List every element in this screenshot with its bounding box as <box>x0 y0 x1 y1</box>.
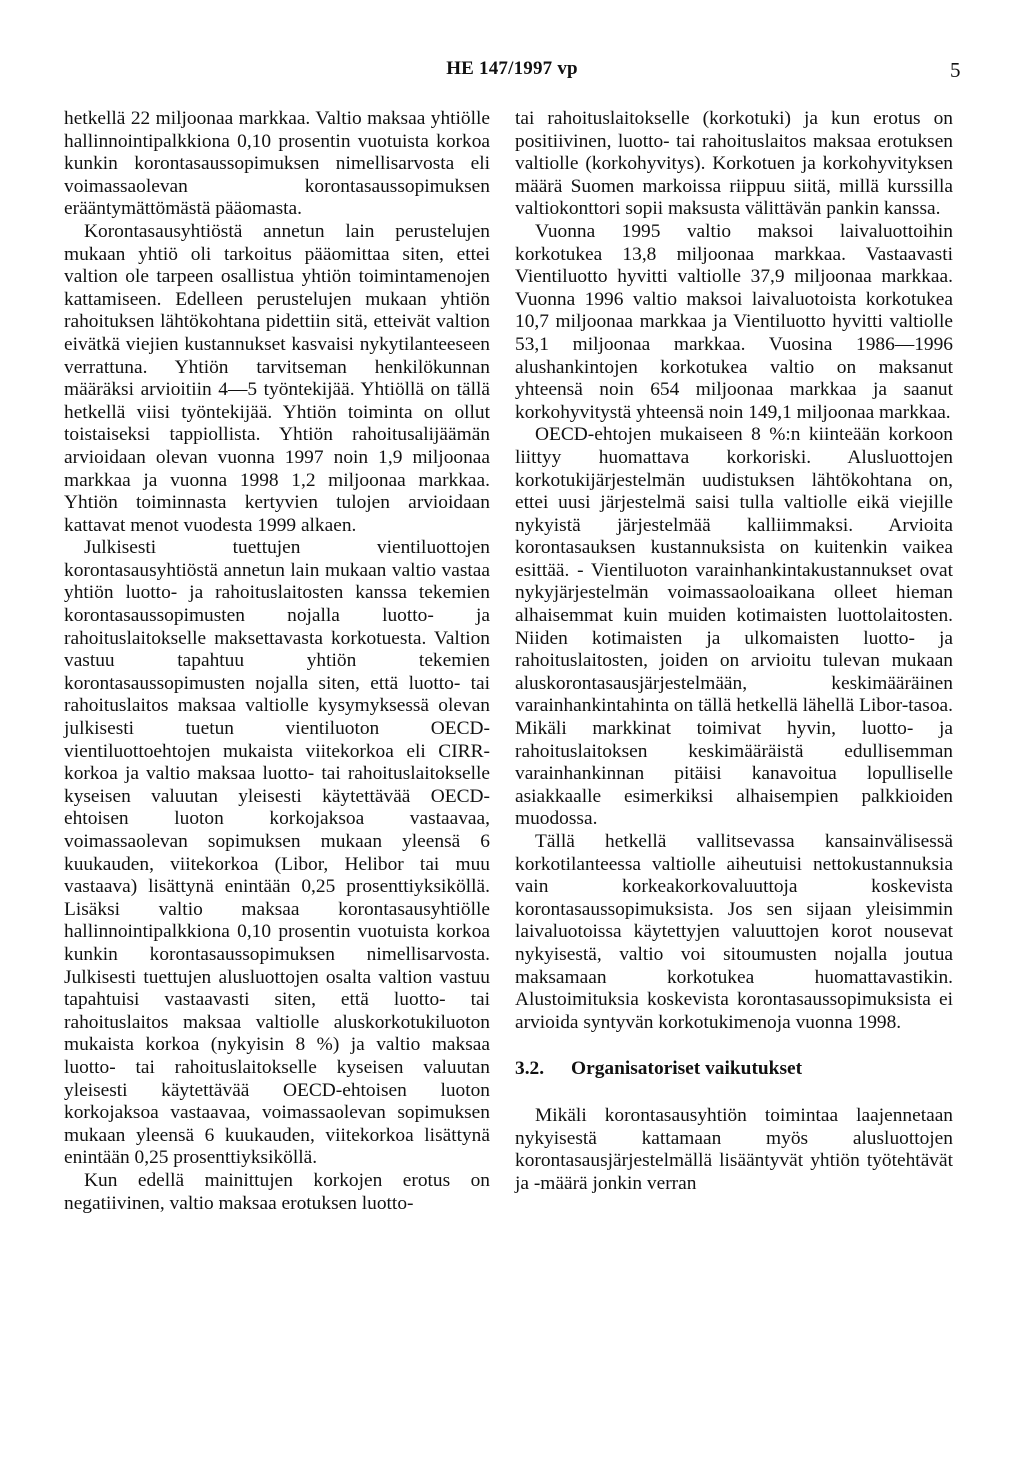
section-heading <box>515 1058 953 1081</box>
paragraph: Tällä hetkellä vallitsevassa kansainvälisessä korkotilanteessa valtiolle aiheutuisi nettokustannuksia vain korkeakorkovaluuttoja koskevista korontasaussopimuksista. Jos sen sijaan yleisimmin laivaluotoissa käytettyjen valuuttojen korot nousevat nykyisestä, valtio voi sitoumusten nojalla joutua maksamaan korkotukea huomattavastikin. Alustoimituksia koskevista korontasaussopimuksista ei arvioida syntyvän korkotukimenoja vuonna 1998. <box>515 831 953 1033</box>
paragraph: Mikäli korontasausyhtiön toimintaa laajennetaan nykyisestä kattamaan myös alusluottojen korontasausjärjestelmällä lisääntyvät yhtiön työtehtävät ja -määrä jonkin verran <box>515 1104 953 1194</box>
paragraph: Vuonna 1995 valtio maksoi laivaluottoihin korkotukea 13,8 miljoonaa markkaa. Vastaavasti Vientiluotto hyvitti valtiolle 37,9 miljoonaa markkaa. Vuonna 1996 valtio maksoi laivaluotoista korkotukea 10,7 miljoonaa markkaa ja Vientiluotto hyvitti valtiolle 53,1 miljoonaa markkaa. Vuosina 1986—1996 alushankintojen korkotukea valtio on maksanut yhteensä noin 654 miljoonaa markkaa ja saanut korkohyvitystä yhteensä noin 149,1 miljoonaa markkaa. <box>515 220 953 423</box>
section-title: Organisatoriset vaikutukset <box>571 1058 803 1080</box>
right-column <box>515 108 953 1195</box>
document-title: HE 147/1997 vp <box>446 58 578 79</box>
paragraph: Kun edellä mainittujen korkojen erotus on negatiivinen, valtio maksaa erotuksen luotto- <box>64 1169 490 1214</box>
paragraph: OECD-ehtojen mukaiseen 8 %:n kiinteään korkoon liittyy huomattava korkoriski. Alusluottojen korkotukijärjestelmän uudistuksen lähtökohtana on, ettei uusi järjestelmä saisi tulla valtiolle eikä viejille nykyistä järjestelmää kalliimmaksi. Arvioita korontasauksen kustannuksista on kuitenkin vaikea esittää. - Vientiluoton varainhankintakustannukset ovat nykyjärjestelmän voimassaoloaikana olleet hieman alhaisemmat kuin muiden kotimaisten luottolaitosten. Niiden kotimaisten ja ulkomaisten luotto- ja rahoituslaitosten, joiden on arvioitu tulevan mukaan aluskorontasausjärjestelmään, keskimääräinen varainhankintahinta on tällä hetkellä lähellä Libor-tasoa. Mikäli markkinat toimivat hyvin, luotto- ja rahoituslaitoksen keskimääräistä edullisemman varainhankinnan pitäisi kanavoitua lopulliselle asiakkaalle esimerkiksi alhaisempien palkkioiden muodossa. <box>515 424 953 830</box>
left-column <box>64 108 490 1215</box>
page-number: 5 <box>950 58 961 82</box>
paragraph: Korontasausyhtiöstä annetun lain perustelujen mukaan yhtiö oli tarkoitus pääomittaa siten, ettei valtion ole tarpeen osallistua yhtiön toimintamenojen kattamiseen. Edelleen perustelujen mukaan yhtiön rahoituksen lähtökohtana pidettiin sitä, etteivät valtion eivätkä viejien kustannukset kasvaisi nykytilanteeseen verrattuna. Yhtiön tarvitseman henkilökunnan määräksi arvioitiin 4—5 työntekijää. Yhtiöllä on tällä hetkellä viisi työntekijää. Yhtiön toiminta on ollut toistaiseksi tappiollista. Yhtiön rahoitusalijäämän arvioidaan olevan vuonna 1997 noin 1,9 miljoonaa markkaa ja vuonna 1998 1,2 miljoonaa markkaa. Yhtiön toiminnasta kertyvien tulojen arvioidaan kattavat menot vuodesta 1999 alkaen. <box>64 220 490 536</box>
section-number: 3.2. <box>515 1058 545 1080</box>
paragraph: tai rahoituslaitokselle (korkotuki) ja kun erotus on positiivinen, luotto- tai rahoituslaitos maksaa erotuksen valtiolle (korkohyvitys). Korkotuen ja korkohyvityksen määrä Suomen markoissa riippuu siitä, millä kurssilla valtiokonttori sopii maksusta välittävän pankin kanssa. <box>515 108 953 220</box>
paragraph: hetkellä 22 miljoonaa markkaa. Valtio maksaa yhtiölle hallinnointipalkkiona 0,10 prosentin vuotuista korkoa kunkin korontasaussopimuksen nimellisarvosta eli voimassaolevan korontasaussopimuksen erääntymättömästä pääomasta. <box>64 108 490 220</box>
paragraph: Julkisesti tuettujen vientiluottojen korontasausyhtiöstä annetun lain mukaan valtio vastaa yhtiön luotto- ja rahoituslaitosten kanssa tekemien korontasaussopimusten nojalla luotto- ja rahoituslaitokselle maksettavasta korkotuesta. Valtion vastuu tapahtuu yhtiön tekemien korontasaussopimusten nojalla siten, että luotto- tai rahoituslaitos maksaa valtiolle kysymyksessä olevan julkisesti tuetun vientiluoton OECD- vientiluottoehtojen mukaista viitekorkoa eli CIRR-korkoa ja valtio maksaa luotto- tai rahoituslaitokselle kyseisen valuutan yleisesti käytettävää OECD-ehtoisen luoton korkojaksoa vastaavaa, voimassaolevan sopimuksen mukaan yleensä 6 kuukauden, viitekorkoa (Libor, Helibor tai muu vastaava) lisättynä enintään 0,25 prosenttiyksiköllä. Lisäksi valtio maksaa korontasausyhtiölle hallinnointipalkkiona 0,10 prosentin vuotuista korkoa kunkin korontasaussopimuksen nimellisarvosta. Julkisesti tuettujen alusluottojen osalta valtion vastuu tapahtuisi vastaavasti siten, että luotto- tai rahoituslaitos maksaa valtiolle aluskorkotukiluoton mukaista korkoa (nykyisin 8 %) ja valtio maksaa luotto- tai rahoituslaitokselle kyseisen valuutan yleisesti käytettävää OECD-ehtoisen luoton korkojaksoa vastaavaa, voimassaolevan sopimuksen mukaan yleensä 6 kuukauden, viitekorkoa lisättynä enintään 0,25 prosenttiyksiköllä. <box>64 537 490 1169</box>
